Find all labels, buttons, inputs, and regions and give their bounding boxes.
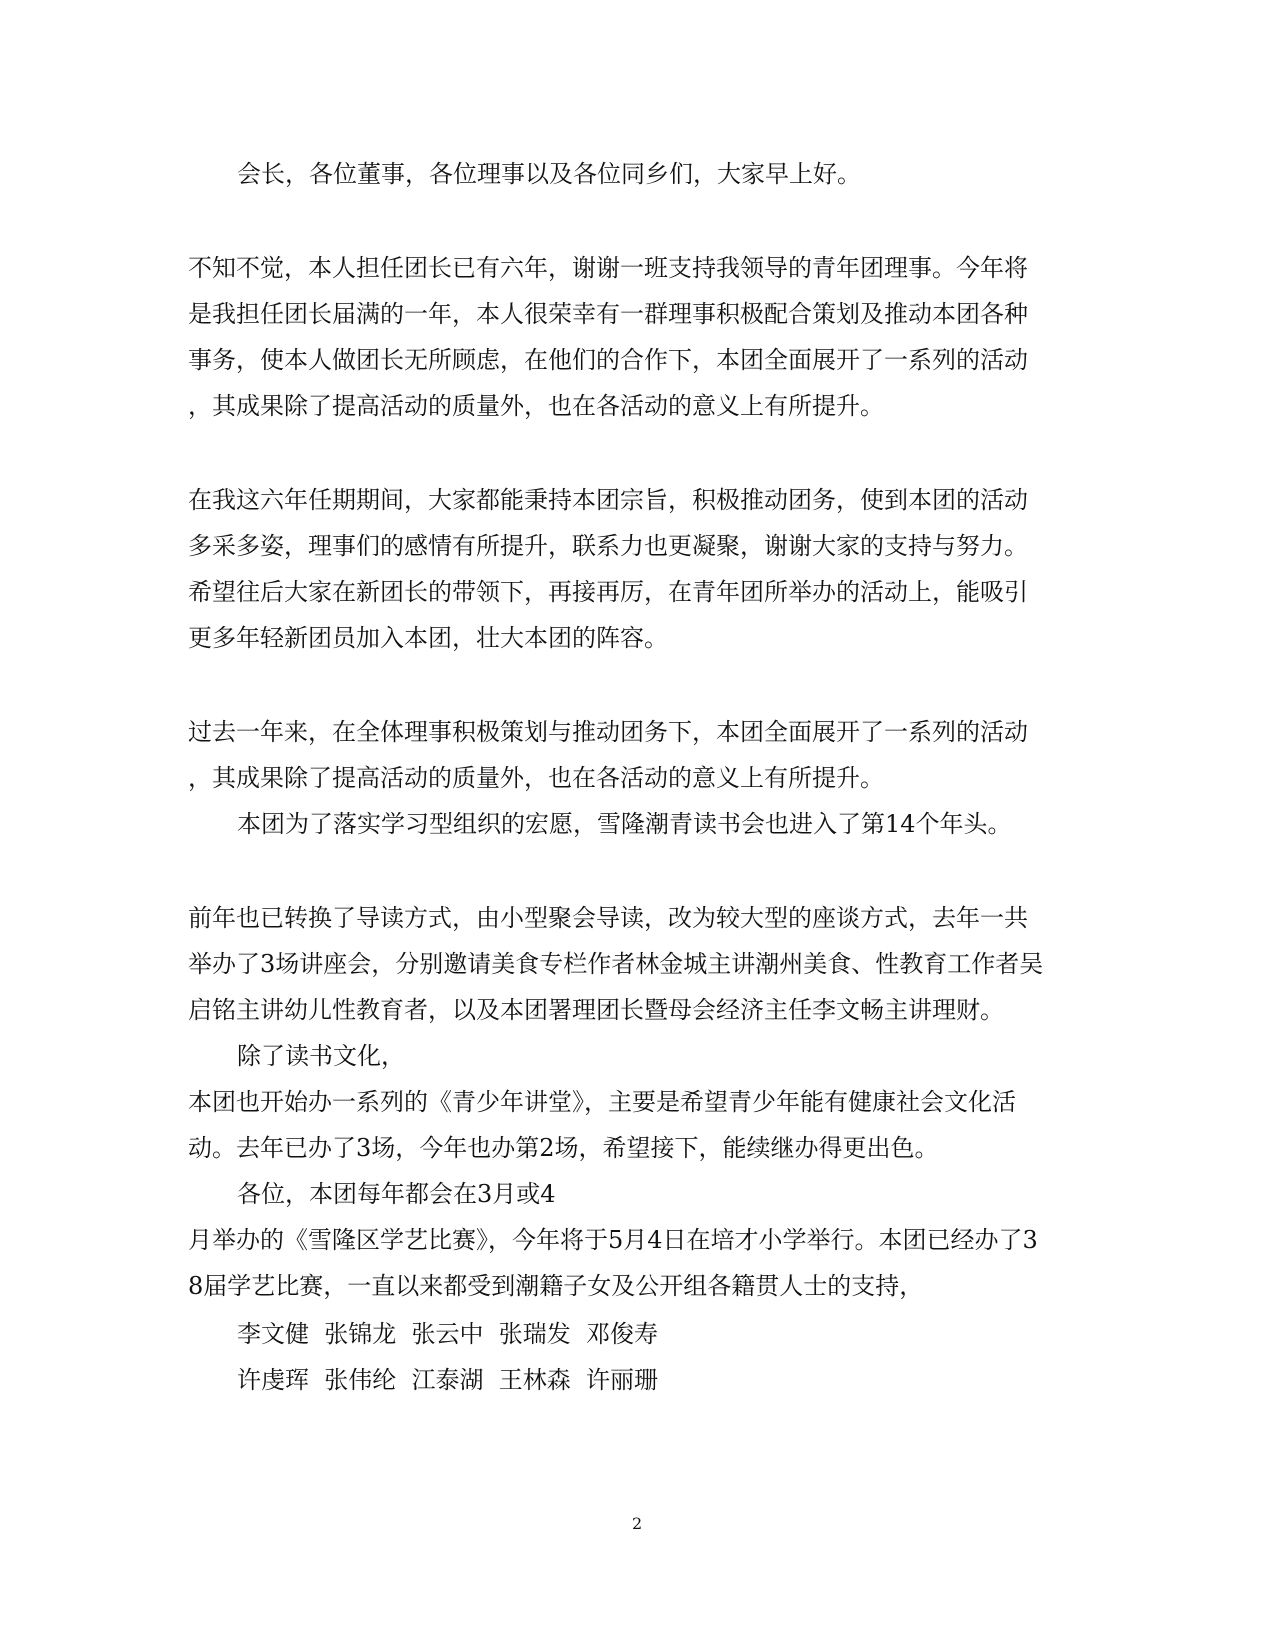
text-line: 多采多姿，理事们的感情有所提升，联系力也更凝聚，谢谢大家的支持与努力。 bbox=[188, 532, 1028, 560]
text-line: 启铭主讲幼儿性教育者，以及本团署理团长暨母会经济主任李文畅主讲理财。 bbox=[188, 996, 1004, 1024]
text-line: ，其成果除了提高活动的质量外，也在各活动的意义上有所提升。 bbox=[188, 392, 884, 420]
text-line: 除了读书文化， bbox=[237, 1042, 405, 1070]
text-line: 各位，本团每年都会在3月或4 bbox=[237, 1180, 556, 1208]
page-number: 2 bbox=[632, 1514, 643, 1533]
name-list-line: 许虔珲 张伟纶 江泰湖 王林森 许丽珊 bbox=[237, 1366, 659, 1394]
text-line: 更多年轻新团员加入本团，壮大本团的阵容。 bbox=[188, 624, 668, 652]
text-line: 过去一年来，在全体理事积极策划与推动团务下，本团全面展开了一系列的活动 bbox=[188, 718, 1028, 746]
text-line: 不知不觉，本人担任团长已有六年，谢谢一班支持我领导的青年团理事。今年将 bbox=[188, 254, 1028, 282]
text-line: 前年也已转换了导读方式，由小型聚会导读，改为较大型的座谈方式，去年一共 bbox=[188, 904, 1028, 932]
text-line: 事务，使本人做团长无所顾虑，在他们的合作下，本团全面展开了一系列的活动 bbox=[188, 346, 1028, 374]
text-line: 8届学艺比赛，一直以来都受到潮籍子女及公开组各籍贯人士的支持， bbox=[188, 1272, 924, 1300]
text-line: 动。去年已办了3场，今年也办第2场，希望接下，能续继办得更出色。 bbox=[188, 1134, 939, 1162]
name-list-line: 李文健 张锦龙 张云中 张瑞发 邓俊寿 bbox=[237, 1320, 659, 1348]
text-line: ，其成果除了提高活动的质量外，也在各活动的意义上有所提升。 bbox=[188, 764, 884, 792]
text-line: 本团也开始办一系列的《青少年讲堂》，主要是希望青少年能有健康社会文化活 bbox=[188, 1088, 1016, 1116]
text-line: 在我这六年任期期间，大家都能秉持本团宗旨，积极推动团务，使到本团的活动 bbox=[188, 486, 1028, 514]
text-line: 希望往后大家在新团长的带领下，再接再厉，在青年团所举办的活动上，能吸引 bbox=[188, 578, 1028, 606]
text-line: 会长，各位董事，各位理事以及各位同乡们，大家早上好。 bbox=[237, 160, 861, 188]
text-line: 是我担任团长届满的一年，本人很荣幸有一群理事积极配合策划及推动本团各种 bbox=[188, 300, 1028, 328]
text-line: 月举办的《雪隆区学艺比赛》，今年将于5月4日在培才小学举行。本团已经办了3 bbox=[188, 1226, 1038, 1254]
text-line: 举办了3场讲座会，分别邀请美食专栏作者林金城主讲潮州美食、性教育工作者吴 bbox=[188, 950, 1044, 978]
text-line: 本团为了落实学习型组织的宏愿，雪隆潮青读书会也进入了第14个年头。 bbox=[237, 810, 1012, 838]
